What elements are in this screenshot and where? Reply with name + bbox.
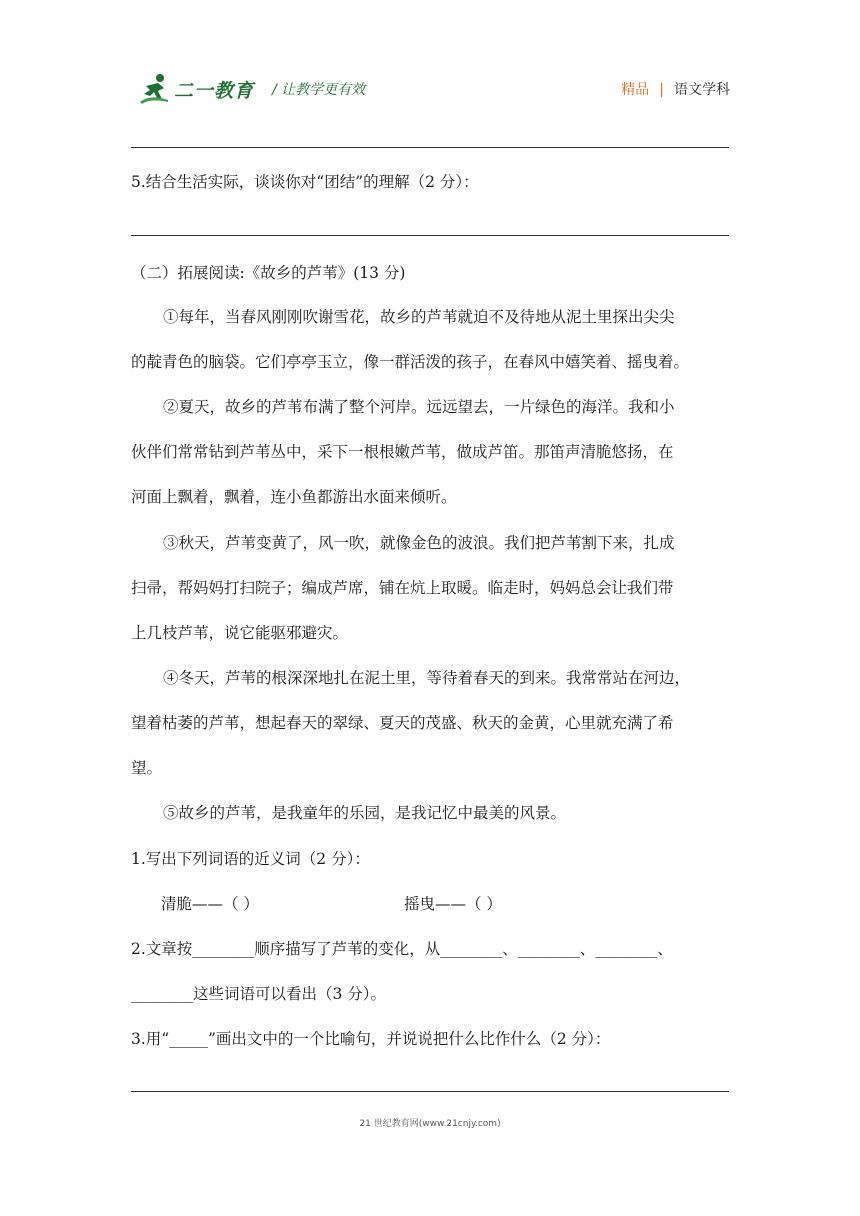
paragraph-1-line-1: ①每年，当春风刚刚吹谢雪花，故乡的芦苇就迫不及待地从泥土里探出尖尖 bbox=[163, 308, 675, 326]
header-rule bbox=[131, 147, 729, 148]
paragraph-3-line-1: ③秋天，芦苇变黄了，风一吹，就像金色的波浪。我们把芦苇割下来，扎成 bbox=[163, 534, 675, 552]
question-2-line-1: 2.文章按________顺序描写了芦苇的变化，从________、________、________、 bbox=[131, 940, 673, 958]
paragraph-3-line-2: 扫帚，帮妈妈打扫院子；编成芦席，铺在炕上取暖。临走时，妈妈总会让我们带 bbox=[131, 579, 674, 597]
question-1: 1.写出下列词语的近义词（2 分）： bbox=[131, 850, 370, 868]
answer-line-q5 bbox=[131, 235, 729, 236]
paragraph-1-line-2: 的靛青色的脑袋。它们亭亭玉立，像一群活泼的孩子，在春风中嬉笑着、摇曳着。 bbox=[131, 353, 690, 371]
page-footer: 21 世纪教育网(www.21cnjy.com) bbox=[359, 1119, 501, 1129]
question-2-line-2: ________这些词语可以看出（3 分）。 bbox=[131, 985, 387, 1003]
paragraph-2-line-3: 河面上飘着，飘着，连小鱼都游出水面来倾听。 bbox=[131, 488, 457, 506]
subject-label: 语文学科 bbox=[674, 82, 730, 98]
brand-slogan: / 让教学更有效 bbox=[272, 82, 366, 98]
question-3: 3.用“_____”画出文中的一个比喻句，并说说把什么比作什么（2 分）： bbox=[131, 1030, 611, 1048]
header-divider: | bbox=[659, 82, 664, 98]
runner-logo-icon bbox=[138, 72, 172, 106]
question-1-item-a: 清脆——（ ） bbox=[161, 895, 259, 913]
header-logo-group bbox=[138, 72, 365, 106]
paragraph-5-line-1: ⑤故乡的芦苇，是我童年的乐园，是我记忆中最美的风景。 bbox=[163, 804, 567, 822]
question-5: 5.结合生活实际，谈谈你对“团结”的理解（2 分）： bbox=[131, 173, 479, 191]
question-1-item-b: 摇曳——（ ） bbox=[404, 895, 502, 913]
section-title: （二）拓展阅读:《故乡的芦苇》(13 分) bbox=[131, 264, 406, 282]
paragraph-4-line-2: 望着枯萎的芦苇，想起春天的翠绿、夏天的茂盛、秋天的金黄，心里就充满了希 bbox=[131, 714, 674, 732]
paragraph-2-line-1: ②夏天，故乡的芦苇布满了整个河岸。远远望去，一片绿色的海洋。我和小 bbox=[163, 398, 675, 416]
paragraph-4-line-1: ④冬天，芦苇的根深深地扎在泥土里，等待着春天的到来。我常常站在河边， bbox=[163, 669, 691, 687]
quality-label: 精品 bbox=[621, 82, 650, 98]
paragraph-3-line-3: 上几枝芦苇，说它能驱邪避灾。 bbox=[131, 624, 349, 642]
brand-name: 二一教育 bbox=[174, 79, 255, 102]
paragraph-4-line-3: 望。 bbox=[131, 759, 163, 777]
paragraph-2-line-2: 伙伴们常常钻到芦苇丛中，采下一根根嫩芦苇，做成芦笛。那笛声清脆悠扬，在 bbox=[131, 443, 674, 461]
header-subject bbox=[621, 79, 730, 99]
answer-line-q3 bbox=[131, 1091, 729, 1092]
